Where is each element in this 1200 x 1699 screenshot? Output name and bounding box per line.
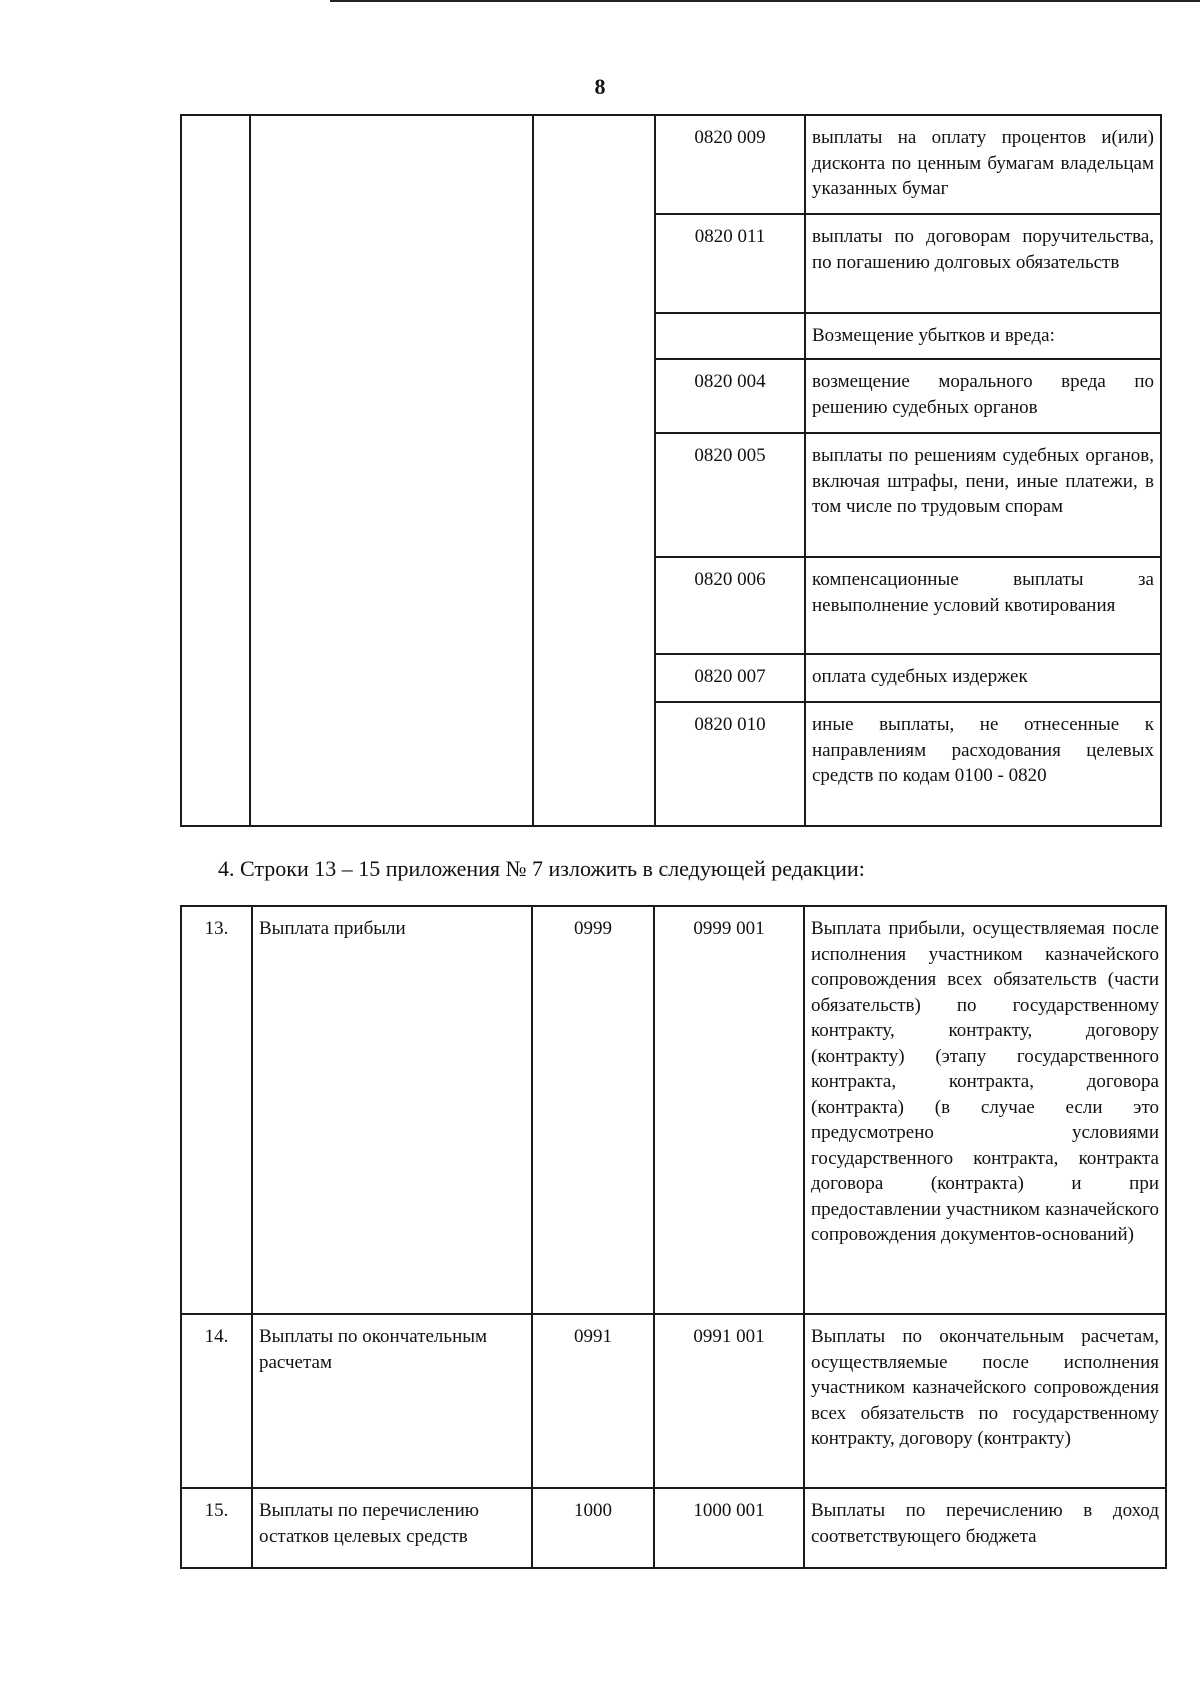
table-row	[181, 906, 1166, 1314]
code-cell: 0820 007	[655, 654, 805, 702]
row-name-cell: Выплаты по окончательным расчетам	[252, 1314, 532, 1488]
description-cell: выплаты по договорам поручительства, по погашению долговых обязательств	[805, 214, 1161, 313]
group-code-cell: 0999	[532, 906, 654, 1314]
section-heading: 4. Строки 13 – 15 приложения № 7 изложить в следующей редакции:	[218, 856, 865, 881]
blank-number-cell	[181, 115, 250, 826]
row-number-cell: 13.	[181, 906, 252, 1314]
description-cell: выплаты на оплату процентов и(или) дисконта по ценным бумагам владельцам указанных бумаг	[805, 115, 1161, 214]
row-name-cell: Выплаты по перечислению остатков целевых средств	[252, 1488, 532, 1568]
code-cell: 0999 001	[654, 906, 804, 1314]
row-number-cell: 14.	[181, 1314, 252, 1488]
code-cell: 0991 001	[654, 1314, 804, 1488]
description-cell: Выплата прибыли, осуществляемая после исполнения участником казначейского сопровождения всех обязательств (части обязательств) по государственному контракту, контракту, договору (контракту) (этапу государственного контракта, контракта, договора (контракта) (в случае если это предусмотрено условиями государственного контракта, контракта договора (контракта) и при предоставлении участником казначейского сопровождения документов-оснований)	[804, 906, 1166, 1314]
page-number: 8	[594, 74, 606, 99]
replacement-rows-table	[180, 905, 1167, 1569]
blank-name-cell	[250, 115, 533, 826]
description-cell: иные выплаты, не отнесенные к направлениям расходования целевых средств по кодам 0100 - 0820	[805, 702, 1161, 826]
subheading-cell: Возмещение убытков и вреда:	[805, 313, 1161, 359]
code-cell: 1000 001	[654, 1488, 804, 1568]
code-cell: 0820 004	[655, 359, 805, 433]
table-row	[181, 1488, 1166, 1568]
description-cell: выплаты по решениям судебных органов, включая штрафы, пени, иные платежи, в том числе по трудовым спорам	[805, 433, 1161, 557]
description-cell: оплата судебных издержек	[805, 654, 1161, 702]
continuation-table	[180, 114, 1162, 827]
description-cell: компенсационные выплаты за невыполнение условий квотирования	[805, 557, 1161, 654]
code-cell: 0820 005	[655, 433, 805, 557]
code-cell: 0820 011	[655, 214, 805, 313]
code-cell: 0820 009	[655, 115, 805, 214]
top-rule	[330, 0, 1200, 2]
description-cell: Выплаты по перечислению в доход соответствующего бюджета	[804, 1488, 1166, 1568]
code-cell: 0820 010	[655, 702, 805, 826]
group-code-cell: 0991	[532, 1314, 654, 1488]
blank-group-code-cell	[533, 115, 655, 826]
code-cell: 0820 006	[655, 557, 805, 654]
code-cell	[655, 313, 805, 359]
group-code-cell: 1000	[532, 1488, 654, 1568]
description-cell: Выплаты по окончательным расчетам, осуществляемые после исполнения участником казначейского сопровождения всех обязательств по государственному контракту, договору (контракту)	[804, 1314, 1166, 1488]
table-row	[181, 1314, 1166, 1488]
table-row	[181, 115, 1161, 214]
row-name-cell: Выплата прибыли	[252, 906, 532, 1314]
description-cell: возмещение морального вреда по решению судебных органов	[805, 359, 1161, 433]
row-number-cell: 15.	[181, 1488, 252, 1568]
